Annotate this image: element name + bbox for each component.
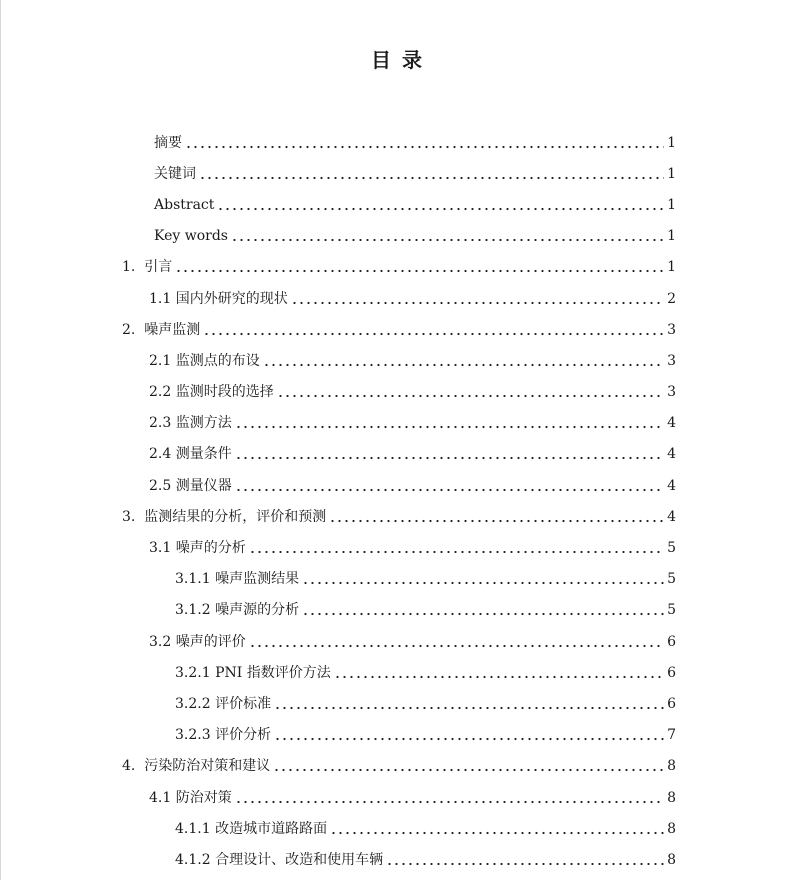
dot-leader [302, 581, 664, 585]
toc-entry-label: 关键词 [154, 165, 196, 182]
toc-entry [1, 688, 676, 719]
toc-entry [1, 844, 676, 875]
toc-entry-label: 4.1.2 合理设计、改造和使用车辆 [175, 851, 384, 868]
toc-entry-page: 1 [667, 165, 676, 182]
toc-entry-page: 6 [667, 664, 676, 681]
toc-entry-label: 4.1.1 改造城市道路路面 [175, 820, 328, 837]
toc-entry [1, 595, 676, 626]
toc-entry-page: 1 [667, 228, 676, 245]
toc-entry [1, 377, 676, 408]
toc-entry [1, 782, 676, 813]
toc-entry [1, 626, 676, 657]
dot-leader [249, 644, 664, 648]
dot-leader [329, 519, 664, 523]
toc-entry [1, 345, 676, 376]
page-title: 目 录 [371, 48, 424, 72]
dot-leader [249, 550, 664, 554]
toc-entry [1, 127, 676, 158]
toc-entry [1, 408, 676, 439]
toc-entry-page: 1 [667, 259, 676, 276]
dot-leader [217, 207, 664, 211]
dot-leader [274, 737, 664, 741]
dot-leader [235, 456, 664, 460]
dot-leader [235, 488, 664, 492]
toc-entry-page: 8 [667, 851, 676, 868]
toc-entry-label: 3.2 噪声的评价 [149, 633, 246, 650]
dot-leader [334, 675, 664, 679]
toc-entry [1, 501, 676, 532]
toc-entry-page: 4 [667, 446, 676, 463]
toc-entry-page: 4 [667, 415, 676, 432]
dot-leader [231, 238, 664, 242]
dot-leader [330, 831, 664, 835]
toc-entry-label: 3.2.1 PNI 指数评价方法 [175, 664, 331, 681]
toc-entry-page: 5 [667, 540, 676, 557]
toc-entry-label: 2. 噪声监测 [122, 321, 201, 338]
dot-leader [274, 706, 664, 710]
toc-entry-label: Abstract [154, 196, 215, 213]
toc-entry-page: 6 [667, 633, 676, 650]
toc-entry-page: 5 [667, 571, 676, 588]
dot-leader [199, 176, 664, 180]
toc-entry-label: 3.2.3 评价分析 [175, 727, 272, 744]
toc-entry-page: 7 [667, 727, 676, 744]
toc-entry-label: 2.4 测量条件 [149, 446, 232, 463]
dot-leader [386, 862, 664, 866]
toc-entry-page: 1 [667, 196, 676, 213]
toc-entry-label: Key words [154, 228, 228, 245]
toc-entry-label: 4. 污染防治对策和建议 [122, 758, 271, 775]
dot-leader [235, 800, 664, 804]
dot-leader [302, 612, 664, 616]
dot-leader [273, 768, 664, 772]
toc-entry-label: 3.1.1 噪声监测结果 [175, 571, 300, 588]
toc-entry-page: 3 [667, 384, 676, 401]
toc-entry-label: 2.5 测量仪器 [149, 477, 232, 494]
toc-entry-label: 2.2 监测时段的选择 [149, 384, 274, 401]
toc-entry-label: 4.1 防治对策 [149, 789, 232, 806]
table-of-contents [1, 127, 676, 876]
dot-leader [175, 269, 664, 273]
toc-entry-label: 2.1 监测点的布设 [149, 352, 260, 369]
toc-entry [1, 221, 676, 252]
dot-leader [263, 363, 664, 367]
toc-entry [1, 751, 676, 782]
toc-entry-label: 1.1 国内外研究的现状 [149, 290, 288, 307]
toc-entry [1, 252, 676, 283]
dot-leader [235, 425, 664, 429]
dot-leader [185, 145, 664, 149]
toc-entry-page: 3 [667, 352, 676, 369]
toc-entry-page: 4 [667, 477, 676, 494]
toc-entry-label: 3. 监测结果的分析，评价和预测 [122, 508, 327, 525]
toc-entry-label: 1. 引言 [122, 259, 173, 276]
toc-entry [1, 564, 676, 595]
toc-entry-label: 2.3 监测方法 [149, 415, 232, 432]
dot-leader [203, 332, 664, 336]
toc-entry [1, 720, 676, 751]
dot-leader [277, 394, 664, 398]
toc-entry [1, 470, 676, 501]
toc-entry [1, 314, 676, 345]
toc-entry-page: 3 [667, 321, 676, 338]
toc-entry [1, 158, 676, 189]
toc-entry-page: 5 [667, 602, 676, 619]
toc-entry-page: 2 [667, 290, 676, 307]
toc-entry [1, 657, 676, 688]
toc-entry-page: 8 [667, 820, 676, 837]
toc-entry [1, 189, 676, 220]
toc-entry-page: 8 [667, 758, 676, 775]
toc-entry-label: 3.1.2 噪声源的分析 [175, 602, 300, 619]
toc-entry-label: 摘要 [154, 134, 182, 151]
toc-entry-page: 6 [667, 695, 676, 712]
toc-entry-page: 8 [667, 789, 676, 806]
toc-entry [1, 439, 676, 470]
toc-entry [1, 532, 676, 563]
toc-entry [1, 813, 676, 844]
toc-entry-label: 3.1 噪声的分析 [149, 540, 246, 557]
toc-entry-page: 1 [667, 134, 676, 151]
toc-entry-page: 4 [667, 508, 676, 525]
toc-entry [1, 283, 676, 314]
toc-entry-label: 3.2.2 评价标准 [175, 695, 272, 712]
dot-leader [291, 301, 664, 305]
